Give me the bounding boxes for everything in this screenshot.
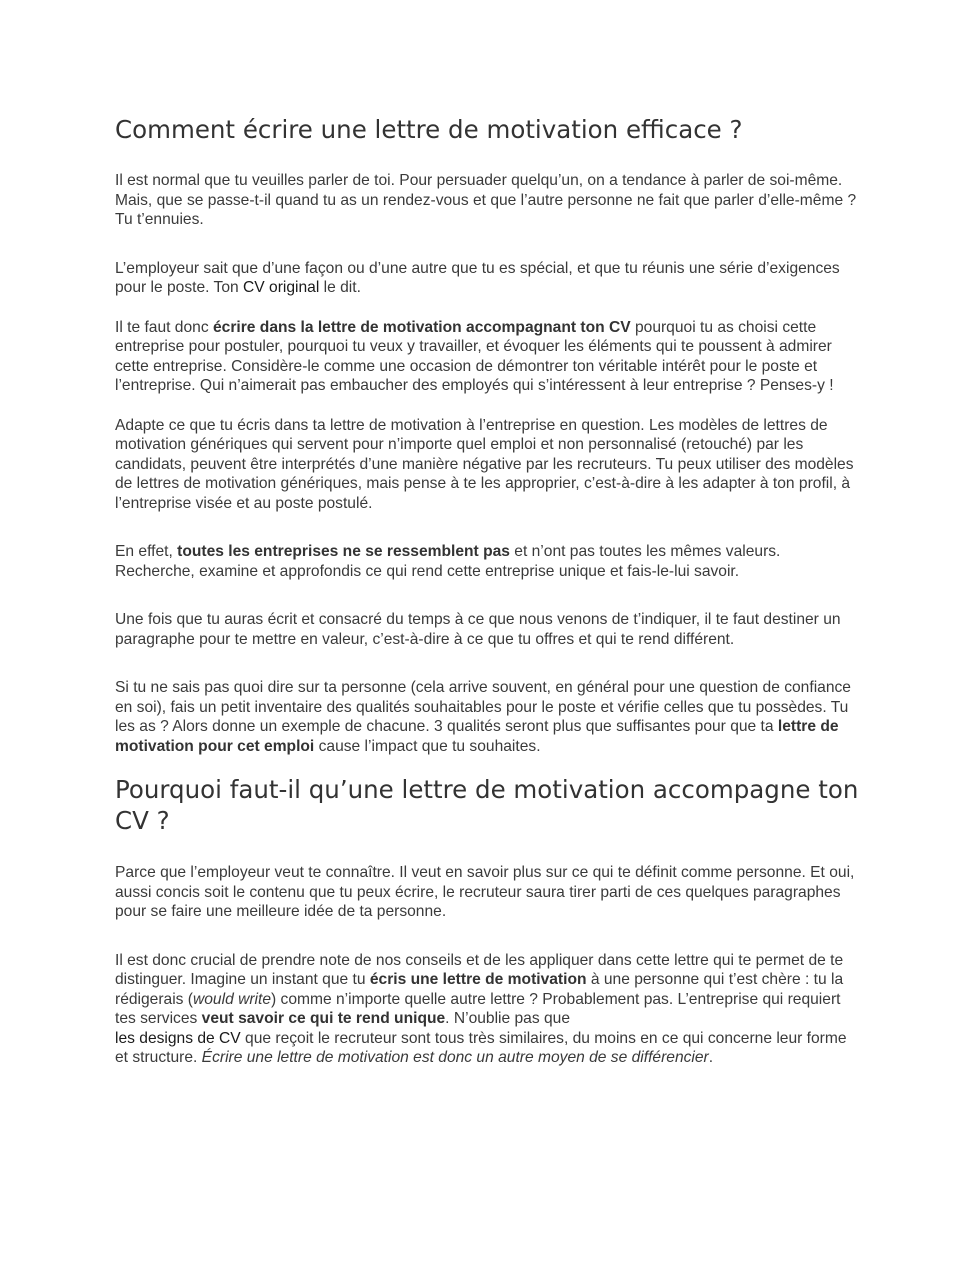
paragraph-text: pourquoi tu as choisi cette entreprise pour postuler, pourquoi tu veux y travailler, et évoquer les éléments qui te poussent à admirer cette entreprise. Considère-le comme une occasion de démontrer ton véritable intérêt pour le poste et l’entreprise. Qui n’aimerait pas embaucher des employés qui s’intéressent à leur entreprise ? Penses-y ! — [115, 318, 834, 394]
bold-text: écrire dans la lettre de motivation accompagnant ton CV — [212, 318, 631, 336]
bold-text: écris une lettre de motivation — [369, 971, 587, 988]
paragraph-text: En effet, — [115, 543, 178, 560]
paragraph-crucial — [115, 951, 863, 1068]
bold-text: veut savoir ce qui te rend unique — [201, 1010, 446, 1027]
paragraph-why-company — [115, 318, 863, 396]
section-heading: Pourquoi faut-il qu’une lettre de motivation accompagne ton CV ? — [115, 775, 859, 835]
bold-text: lettre de motivation pour cet emploi — [115, 718, 839, 755]
bold-text: toutes les entreprises ne se ressemblent pas — [177, 543, 510, 560]
paragraph-text: à une personne qui t’est chère : tu la rédigerais ( — [115, 971, 844, 1008]
italic-text: Écrire une lettre de motivation est donc un autre moyen de se différencier — [201, 1049, 709, 1066]
paragraph-value: Une fois que tu auras écrit et consacré du temps à ce que nous venons de t’indiquer, il te faut destiner un paragraphe pour te mettre en valeur, c’est-à-dire à ce que tu offres et qui te rend différent. — [115, 611, 841, 648]
paragraph-intro: Il est normal que tu veuilles parler de toi. Pour persuader quelqu’un, on a tendance à parler de soi-même. Mais, que se passe-t-il quand tu as un rendez-vous et que l’autre personne ne fait que parler d’elle-même ? Tu t’ennuies. — [115, 172, 857, 228]
paragraph-text: Il te faut donc — [115, 318, 213, 336]
page-title: Comment écrire une lettre de motivation efficace ? — [115, 115, 743, 144]
paragraph-text: L’employeur sait que d’une façon ou d’une autre que tu es spécial, et que tu réunis une série d’exigences pour le poste. Ton — [115, 259, 840, 296]
paragraph-adapt: Adapte ce que tu écris dans ta lettre de motivation à l’entreprise en question. Les modèles de lettres de motivation génériques qui servent pour n’importe quel emploi et non personnalisé (retouché) par les candidats, peuvent être interprétés d’une manière négative par les recruteurs. Tu peux utiliser des modèles de lettres de motivation génériques, mais pense à te les approprier, c’est-à-dire à les adapter à ton profil, à l’entreprise visée et au poste postulé. — [115, 416, 854, 512]
paragraph-text: cause l’impact que tu souhaites. — [314, 737, 541, 755]
paragraph-text: Si tu ne sais pas quoi dire sur ta personne (cela arrive souvent, en général pour une question de confiance en soi), fais un petit inventaire des qualités souhaitables pour le poste et vérifie celles que tu possèdes. Tu les as ? Alors donne un exemple de chacune. 3 qualités seront plus que suffisantes pour que ta — [115, 679, 851, 735]
paragraph-text: le dit. — [319, 279, 361, 296]
paragraph-companies — [115, 542, 863, 581]
paragraph-employer — [115, 259, 863, 298]
paragraph-text: . N’oublie pas que — [445, 1010, 571, 1027]
italic-text: would write — [193, 990, 271, 1008]
paragraph-text: que reçoit le recruteur sont tous très similaires, du moins en ce qui concerne leur forme et structure. — [115, 1029, 847, 1066]
paragraph-text: . — [708, 1049, 714, 1066]
paragraph-text: et n’ont pas toutes les mêmes valeurs. Recherche, examine et approfondis ce qui rend cette entreprise unique et fais-le-lui savoir. — [115, 543, 781, 580]
document-page — [115, 114, 863, 1068]
cv-original-link[interactable]: CV original — [243, 279, 320, 296]
paragraph-text: ) comme n’importe quelle autre lettre ? Probablement pas. L’entreprise qui requiert tes services — [115, 990, 841, 1027]
cv-designs-link[interactable]: les designs de CV — [115, 1029, 241, 1047]
paragraph-qualities — [115, 678, 863, 756]
paragraph-text: Il est donc crucial de prendre note de nos conseils et de les appliquer dans cette lettre qui te permet de te distinguer. Imagine un instant que tu — [115, 951, 844, 988]
paragraph-employer-knows: Parce que l’employeur veut te connaître. Il veut en savoir plus sur ce qui te définit comme personne. Et oui, aussi concis soit le contenu que tu peux écrire, le recruteur saura tirer parti de ces quelques paragraphes pour se faire une meilleure idée de ta personne. — [115, 864, 855, 920]
